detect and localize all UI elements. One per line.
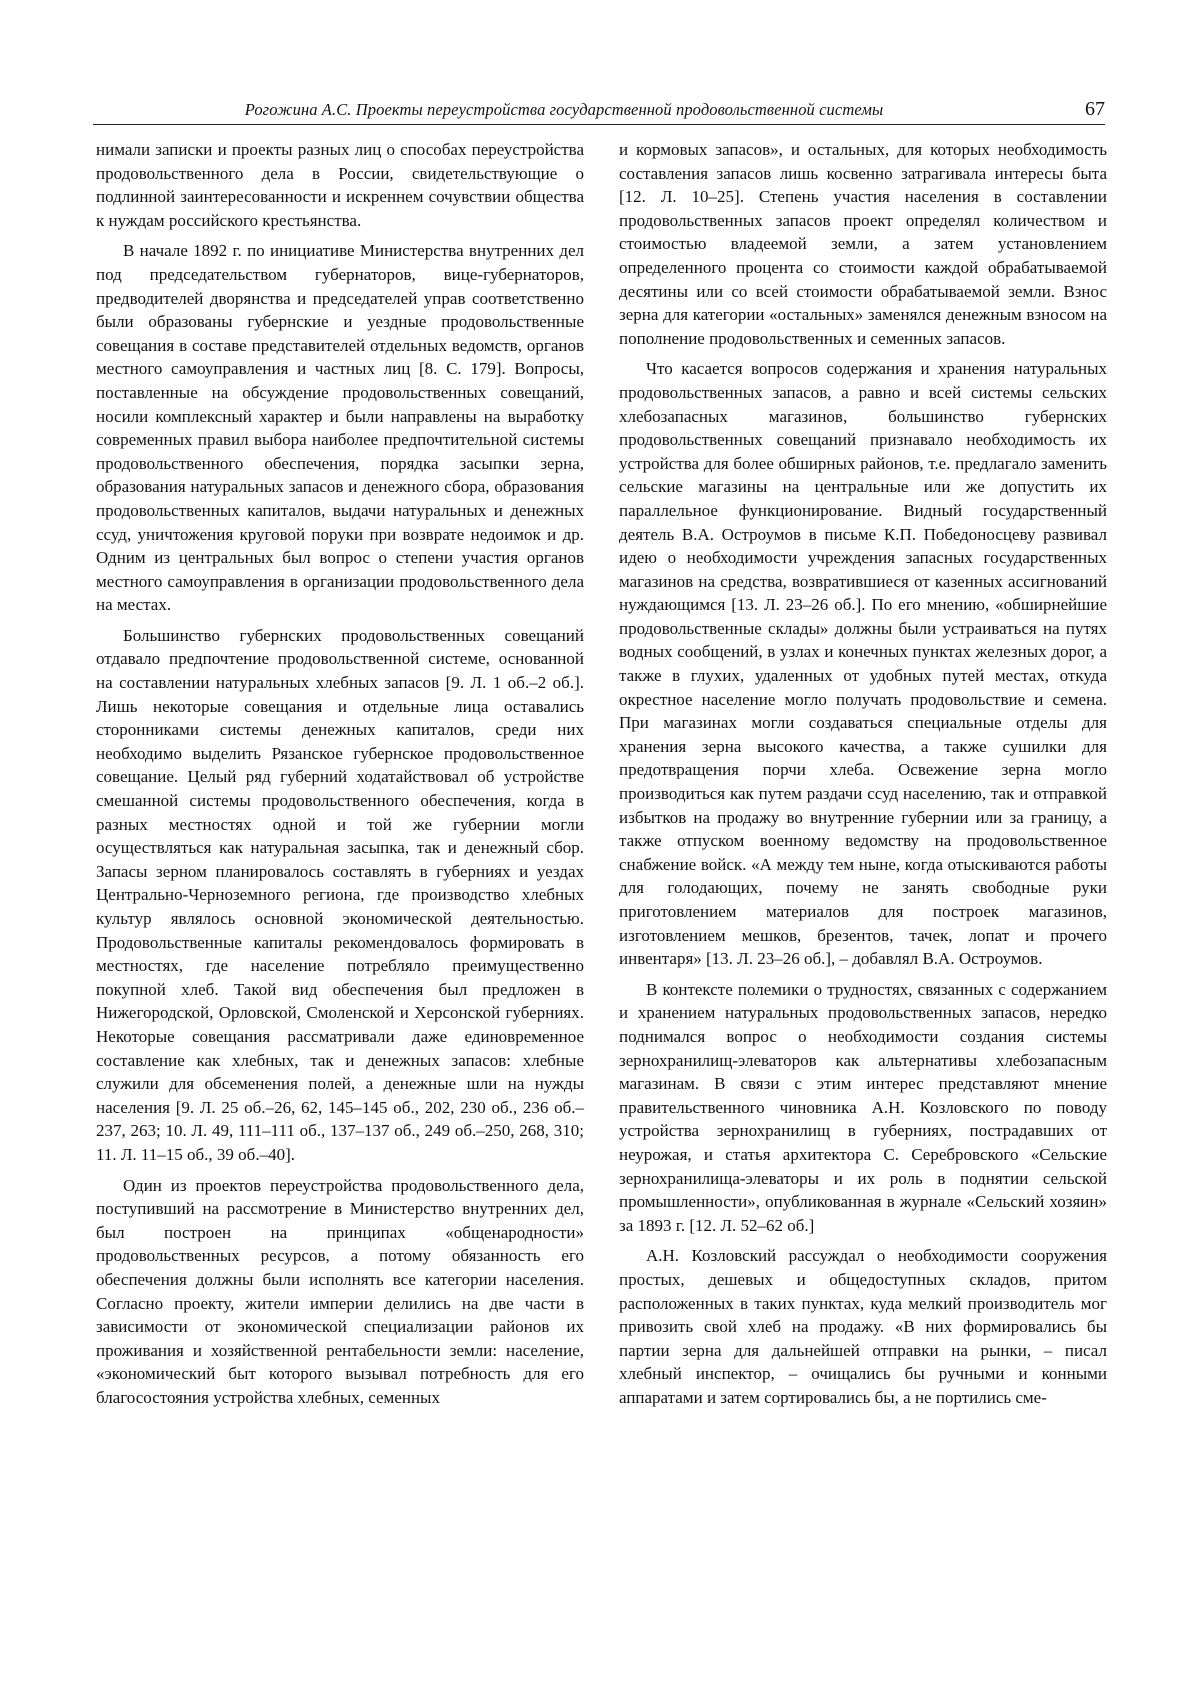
running-header bbox=[93, 96, 1105, 125]
paragraph: А.Н. Козловский рассуждал о необходимости сооружения простых, дешевых и общедоступных складов, притом расположенных в таких пунктах, куда мелкий производитель мог привозить свой хлеб на продажу. «В них формировались бы партии зерна для дальнейшей отправки на рынки, – писал хлебный инспектор, – очищались бы ручными и конными аппаратами и затем сортировались бы, а не портились сме- bbox=[619, 1244, 1107, 1409]
paragraph: В контексте полемики о трудностях, связанных с содержанием и хранением натуральных продовольственных запасов, нередко поднимался вопрос о необходимости создания системы зернохранилищ-элеваторов как альтернативы хлебозапасным магазинам. В связи с этим интерес представляют мнение правительственного чиновника А.Н. Козловского по поводу устройства зернохранилищ в губерниях, пострадавших от неурожая, и статья архитектора С. Серебровского «Сельские зернохранилища-элеваторы и их роль в поднятии сельской промышленности», опубликованная в журнале «Сельский хозяин» за 1893 г. [12. Л. 52–62 об.] bbox=[619, 978, 1107, 1238]
page-number: 67 bbox=[1085, 98, 1105, 121]
paragraph: В начале 1892 г. по инициативе Министерства внутренних дел под председательством губернаторов, вице-губернаторов, предводителей дворянства и председателей управ соответственно были образованы губернские и уездные продовольственные совещания в составе представителей отдельных ведомств, органов местного самоуправления и частных лиц [8. С. 179]. Вопросы, поставленные на обсуждение продовольственных совещаний, носили комплексный характер и были направлены на выработку современных правил выбора наиболее предпочтительной системы продовольственного обеспечения, порядка засыпки зерна, образования натуральных запасов и денежного сбора, образования продовольственных капиталов, выдачи натуральных и денежных ссуд, уничтожения круговой поруки при возврате недоимок и др. Одним из центральных был вопрос о степени участия органов местного самоуправления в организации продовольственного дела на местах. bbox=[96, 239, 584, 617]
paragraph: нимали записки и проекты разных лиц о способах переустройства продовольственного дела в России, свидетельствующие о подлинной заинтересованности и искреннем сочувствии общества к нуждам российского крестьянства. bbox=[96, 138, 584, 232]
left-column bbox=[96, 138, 584, 1416]
paragraph: Один из проектов переустройства продовольственного дела, поступивший на рассмотрение в Министерство внутренних дел, был построен на принципах «общенародности» продовольственных ресурсов, а потому обязанность его обеспечения должны были исполнять все категории населения. Согласно проекту, жители империи делились на две части в зависимости от экономической специализации районов их проживания и хозяйственной рентабельности земли: население, «экономический быт которого вызывал потребность для его благосостояния устройства хлебных, семенных bbox=[96, 1174, 584, 1410]
paragraph: Что касается вопросов содержания и хранения натуральных продовольственных запасов, а равно и всей системы сельских хлебозапасных магазинов, большинство губернских продовольственных совещаний признавало необходимость их устройства для более обширных районов, т.е. предлагало заменить сельские магазины на центральные или же допустить их параллельное функционирование. Видный государственный деятель В.А. Остроумов в письме К.П. Победоносцеву развивал идею о необходимости учреждения запасных государственных магазинов на средства, возвратившиеся от казенных ассигнований нуждающимся [13. Л. 23–26 об.]. По его мнению, «обширнейшие продовольственные склады» должны были устраиваться на путях водных сообщений, в узлах и конечных пунктах железных дорог, а также в глухих, удаленных от удобных путей местах, откуда окрестное население могло получать продовольствие и семена. При магазинах могли создаваться специальные отделы для хранения зерна высокого качества, а также сушилки для предотвращения порчи хлеба. Освежение зерна могло производиться как путем раздачи ссуд населению, так и отправкой избытков на продажу во внутренние губернии или за границу, а также отпуском военному ведомству на продовольственное снабжение войск. «А между тем ныне, когда отыскиваются работы для голодающих, почему не занять свободные руки приготовлением материалов для построек магазинов, изготовлением мешков, брезентов, тачек, лопат и прочего инвентаря» [13. Л. 23–26 об.], – добавлял В.А. Остроумов. bbox=[619, 357, 1107, 970]
right-column bbox=[619, 138, 1107, 1416]
paragraph: Большинство губернских продовольственных совещаний отдавало предпочтение продовольственной системе, основанной на составлении натуральных хлебных запасов [9. Л. 1 об.–2 об.]. Лишь некоторые совещания и отдельные лица оставались сторонниками системы денежных капиталов, среди них необходимо выделить Рязанское губернское продовольственное совещание. Целый ряд губерний ходатайствовал об устройстве смешанной системы продовольственного обеспечения, когда в разных местностях одной и той же губернии могли осуществляться как натуральная засыпка, так и денежный сбор. Запасы зерном планировалось составлять в губерниях и уездах Центрально-Черноземного региона, где производство хлебных культур являлось основной экономической деятельностью. Продовольственные капиталы рекомендовалось формировать в местностях, где население потребляло преимущественно покупной хлеб. Такой вид обеспечения был предложен в Нижегородской, Орловской, Смоленской и Херсонской губерниях. Некоторые совещания рассматривали даже единовременное составление как хлебных, так и денежных запасов: хлебные служили для обсеменения полей, а денежные шли на нужды населения [9. Л. 25 об.–26, 62, 145–145 об., 202, 230 об., 236 об.–237, 263; 10. Л. 49, 111–111 об., 137–137 об., 249 об.–250, 268, 310; 11. Л. 11–15 об., 39 об.–40]. bbox=[96, 624, 584, 1167]
header-title: Рогожина А.С. Проекты переустройства государственной продовольственной системы bbox=[93, 100, 1035, 120]
paragraph: и кормовых запасов», и остальных, для которых необходимость составления запасов лишь косвенно затрагивала интересы быта [12. Л. 10–25]. Степень участия населения в составлении продовольственных запасов проект определял количеством и стоимостью владеемой земли, а затем установлением определенного процента со стоимости каждой обрабатываемой десятины или со всей стоимости обрабатываемой земли. Взнос зерна для категории «остальных» заменялся денежным взносом на пополнение продовольственных и семенных запасов. bbox=[619, 138, 1107, 350]
